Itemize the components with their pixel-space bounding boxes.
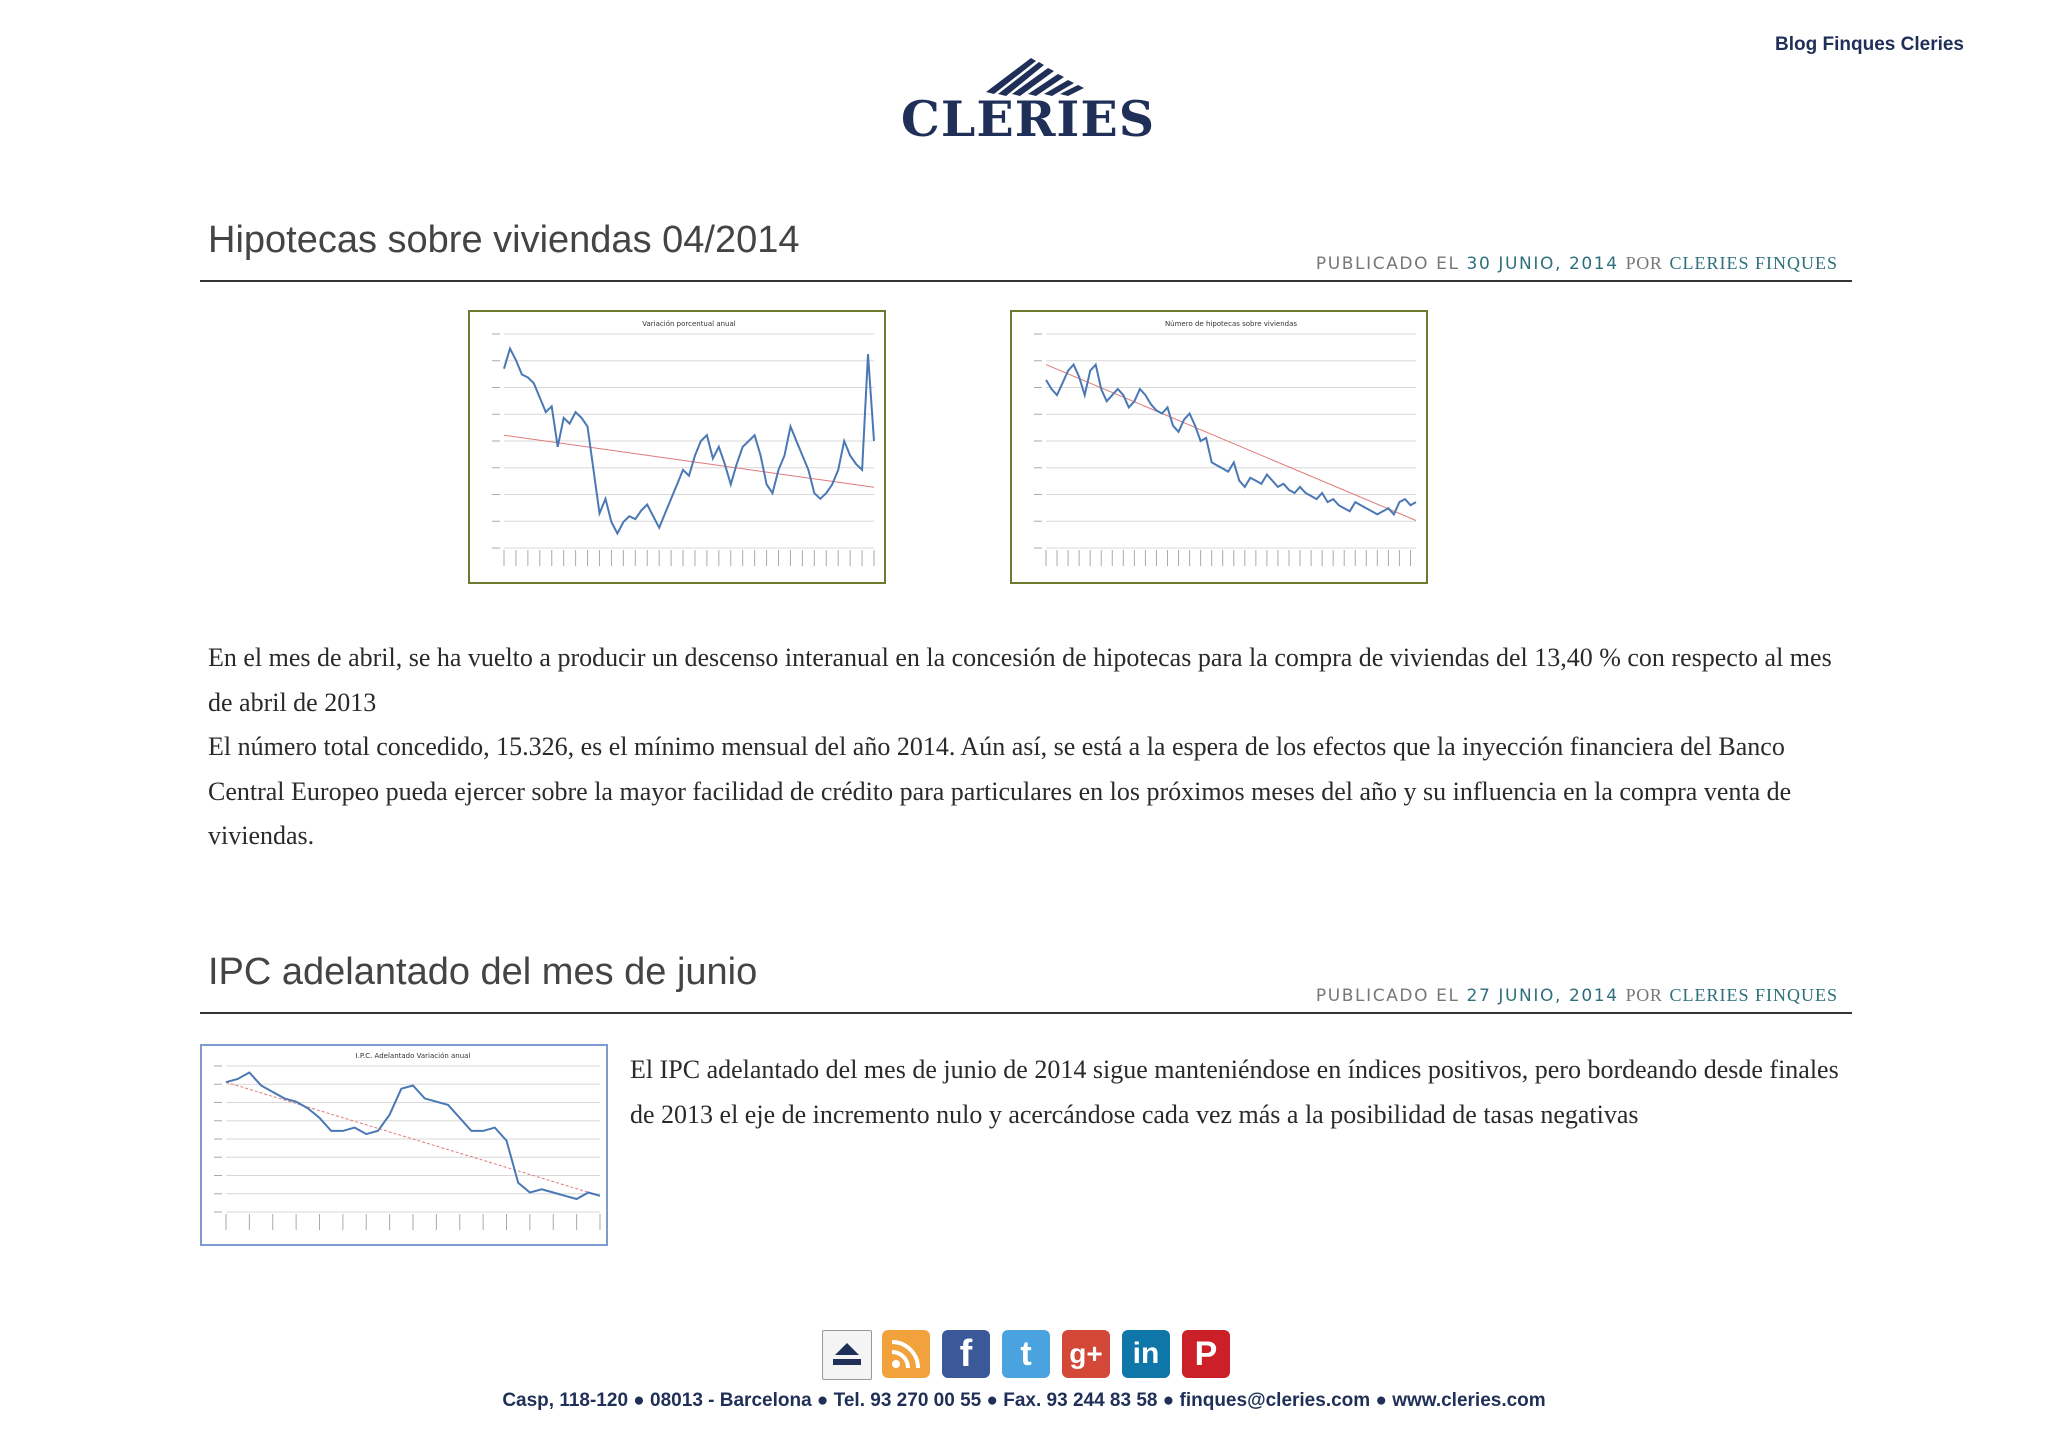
post-paragraph: En el mes de abril, se ha vuelto a producir un descenso interanual en la concesión de hipotecas para la compra de viviendas del 13,40 % con respecto al mes de abril de 2013 bbox=[208, 643, 1832, 717]
facebook-icon[interactable]: f bbox=[942, 1330, 990, 1378]
post-header bbox=[200, 214, 1852, 282]
rss-icon[interactable] bbox=[882, 1330, 930, 1378]
chart-title: Número de hipotecas sobre viviendas bbox=[1164, 320, 1298, 328]
logo-wordmark: CLERIES bbox=[900, 90, 1156, 148]
meta-prefix: PUBLICADO EL bbox=[1315, 254, 1460, 274]
rss-glyph bbox=[888, 1336, 924, 1372]
twitter-icon[interactable]: t bbox=[1002, 1330, 1050, 1378]
post-date-link[interactable]: 30 JUNIO, 2014 bbox=[1466, 254, 1619, 274]
chart-variacion-porcentual[interactable] bbox=[468, 310, 886, 584]
cleries-logo-icon[interactable] bbox=[822, 1330, 872, 1380]
post-header bbox=[200, 946, 1852, 1014]
chart-title: Variación porcentual anual bbox=[642, 320, 736, 328]
meta-by: POR bbox=[1625, 253, 1663, 273]
post-meta bbox=[1316, 253, 1838, 274]
post-paragraph: El IPC adelantado del mes de junio de 2014 sigue manteniéndose en índices positivos, pero bordeando desde finales de 2013 el eje de incremento nulo y acercándose cada vez más a la posibilidad de tasas negativas bbox=[630, 1055, 1839, 1129]
post-meta bbox=[1316, 985, 1838, 1006]
post-title[interactable]: IPC adelantado del mes de junio bbox=[208, 951, 758, 993]
chart-ipc-adelantado[interactable] bbox=[200, 1044, 608, 1246]
meta-by: POR bbox=[1625, 985, 1663, 1005]
cleries-logo[interactable] bbox=[888, 52, 1168, 148]
chart-title: I.P.C. Adelantado Variación anual bbox=[355, 1052, 471, 1060]
chart-svg bbox=[1012, 312, 1426, 582]
post-body bbox=[208, 636, 1858, 859]
post-author-link[interactable]: CLERIES FINQUES bbox=[1669, 985, 1838, 1005]
cleries-mini-mark bbox=[825, 1333, 869, 1377]
chart-svg bbox=[470, 312, 884, 582]
post-author-link[interactable]: CLERIES FINQUES bbox=[1669, 253, 1838, 273]
footer-address: Casp, 118-120 ● 08013 - Barcelona ● Tel. 93 270 00 55 ● Fax. 93 244 83 58 ● finques@cleries.com ● www.cleries.com bbox=[502, 1390, 1546, 1411]
pinterest-icon[interactable]: P bbox=[1182, 1330, 1230, 1378]
post-date-link[interactable]: 27 JUNIO, 2014 bbox=[1466, 986, 1619, 1006]
series-line bbox=[226, 1073, 600, 1200]
chart-svg bbox=[202, 1046, 606, 1244]
meta-prefix: PUBLICADO EL bbox=[1315, 986, 1460, 1006]
post-title[interactable]: Hipotecas sobre viviendas 04/2014 bbox=[208, 219, 800, 261]
blog-link[interactable]: Blog Finques Cleries bbox=[1775, 34, 1964, 55]
post-body bbox=[630, 1048, 1840, 1137]
google-plus-icon[interactable]: g+ bbox=[1062, 1330, 1110, 1378]
linkedin-icon[interactable]: in bbox=[1122, 1330, 1170, 1378]
post-paragraph: El número total concedido, 15.326, es el mínimo mensual del año 2014. Aún así, se está a la espera de los efectos que la inyección financiera del Banco Central Europeo pueda ejercer sobre la mayor facilidad de crédito para particulares en los próximos meses del año y su influencia en la compra venta de viviendas. bbox=[208, 732, 1792, 850]
chart-numero-hipotecas[interactable] bbox=[1010, 310, 1428, 584]
